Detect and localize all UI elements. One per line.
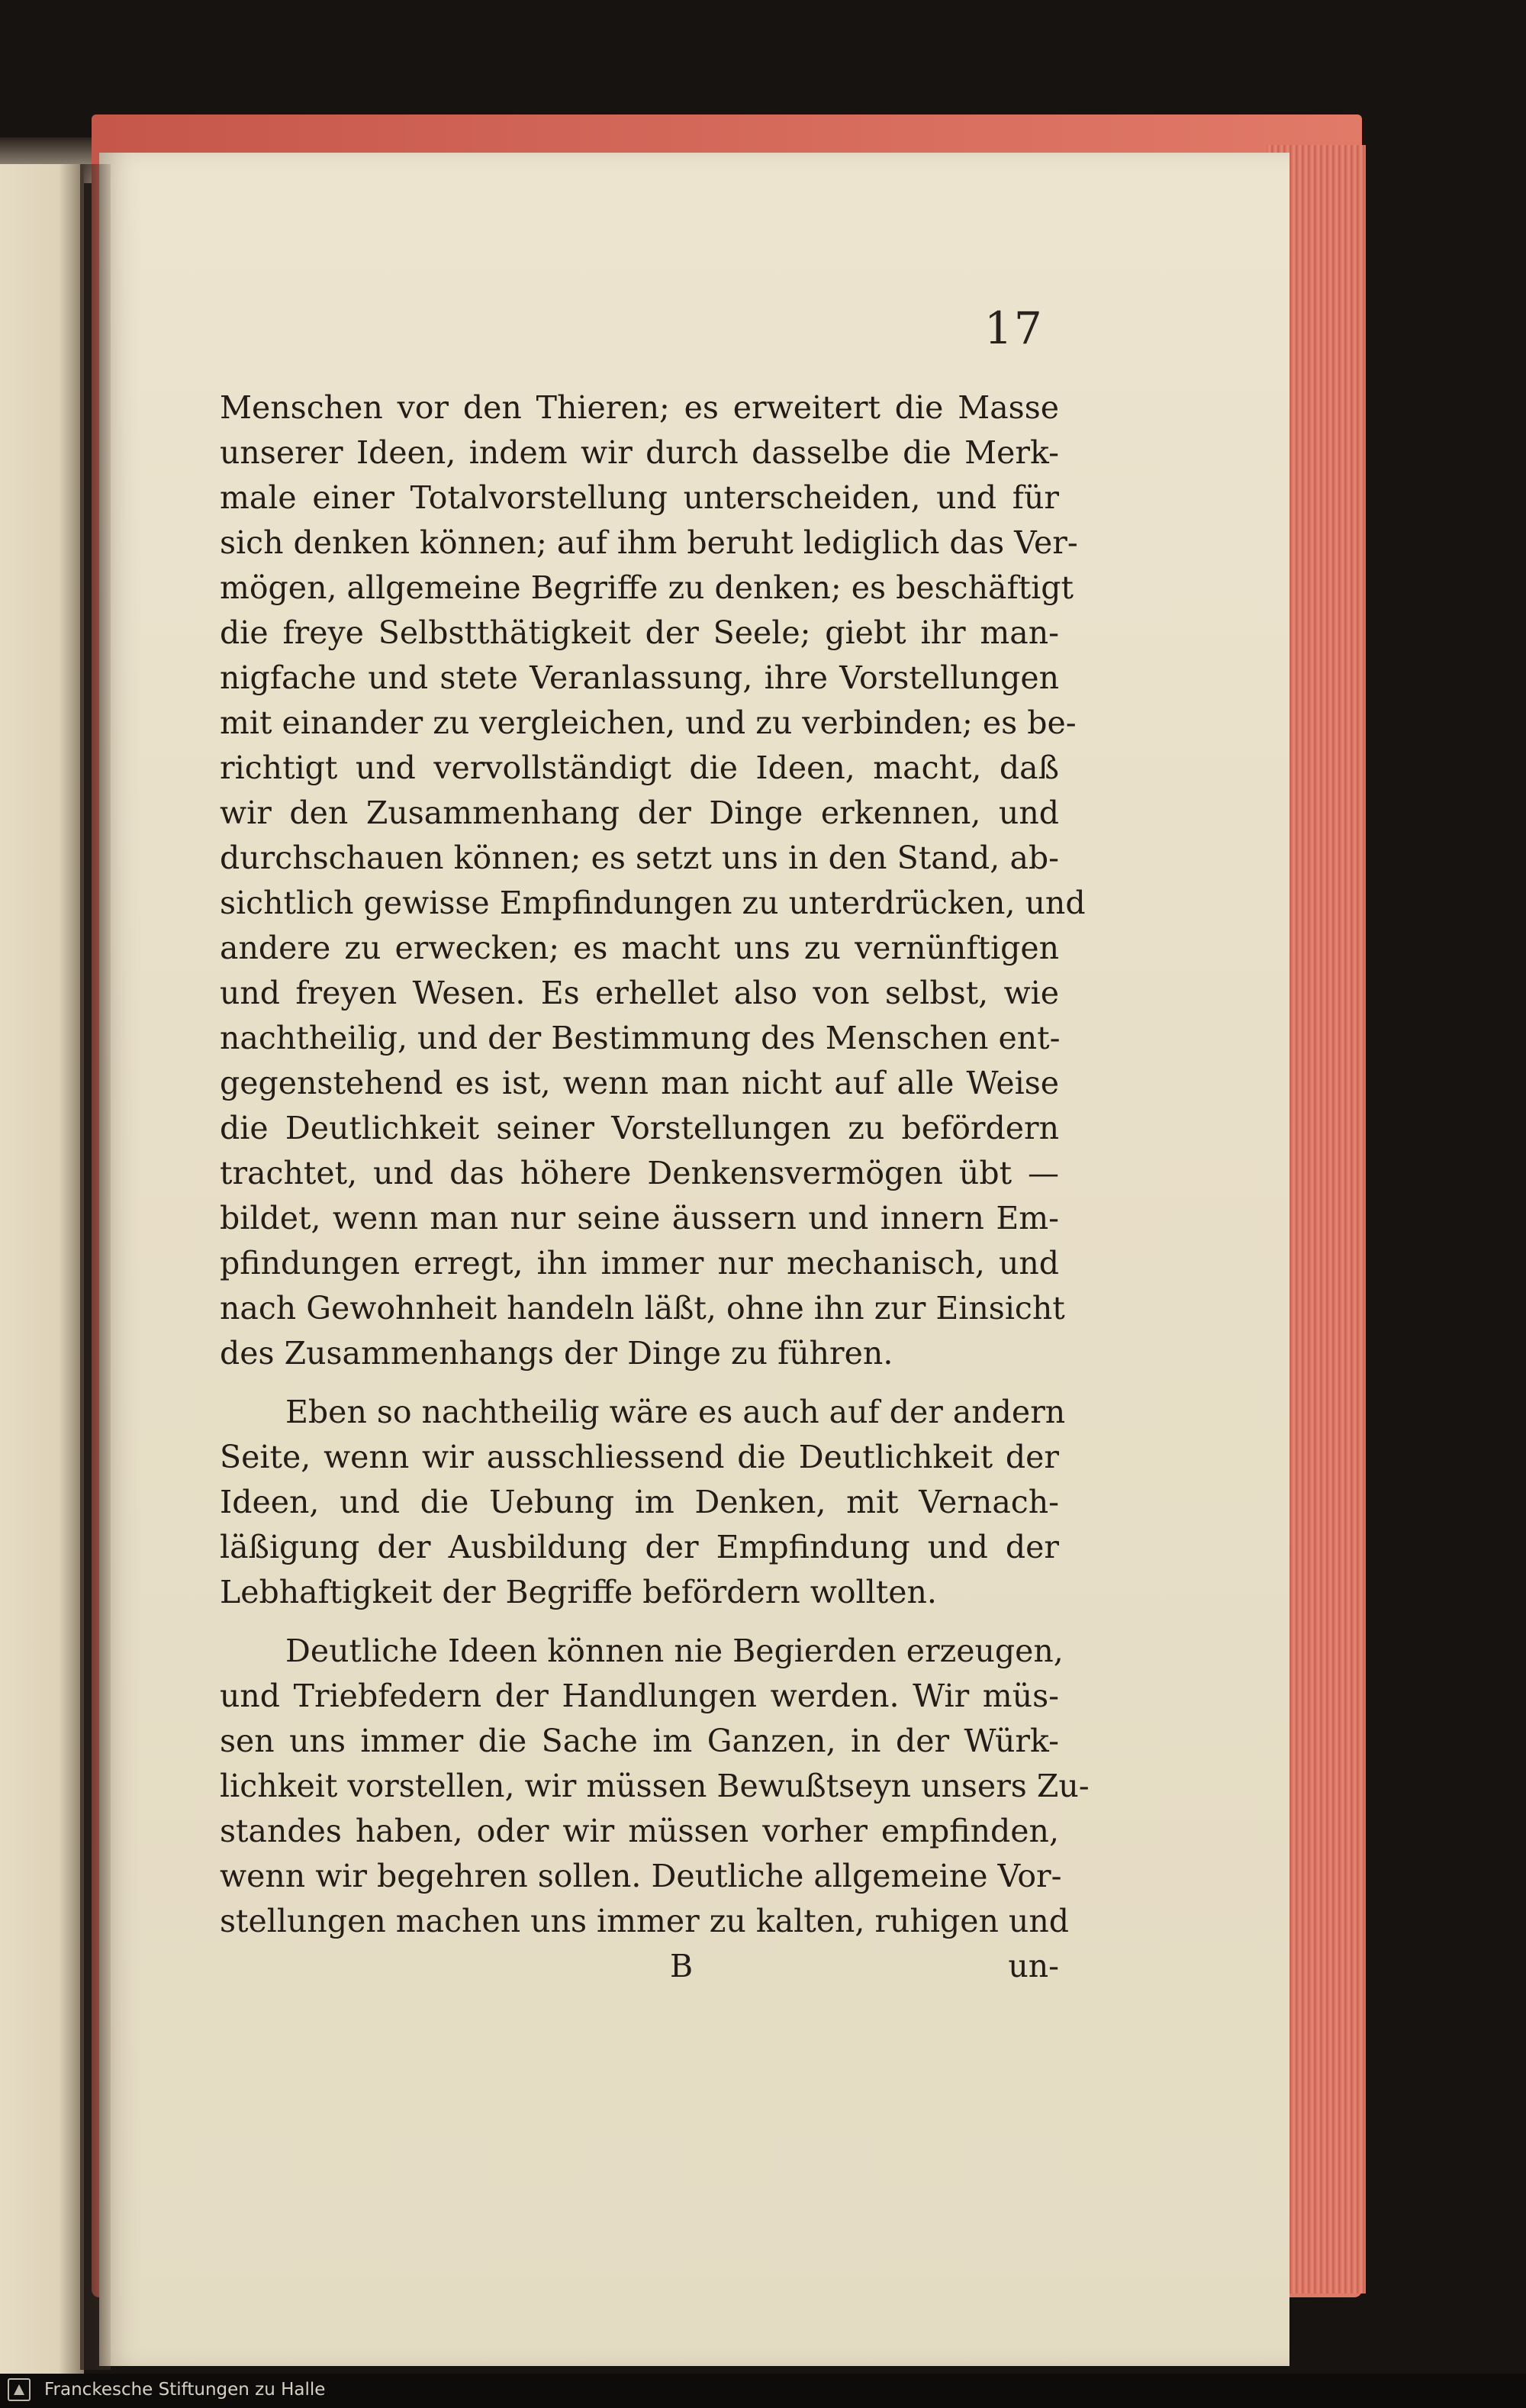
paragraph-gap [220,1376,1059,1390]
text-line: lichkeit vorstellen, wir müssen Bewußtseyn unsers Zu- [220,1768,1090,1804]
left-page [0,164,84,2374]
catchword: un- [1008,1948,1059,1984]
text-line: stellungen machen uns immer zu kalten, ruhigen und [220,1903,1069,1939]
text-line: die freye Selbstthätigkeit der Seele; giebt ihr man- [220,614,1059,651]
text-line: standes haben, oder wir müssen vorher empfinden, [220,1813,1059,1849]
text-line: bildet, wenn man nur seine äussern und innern Em- [220,1200,1059,1236]
text-line: sich denken können; auf ihm beruht lediglich das Ver- [220,524,1078,561]
text-line: Lebhaftigkeit der Begriffe befördern wollten. [220,1574,937,1610]
text-line: die Deutlichkeit seiner Vorstellungen zu befördern [220,1110,1059,1146]
text-line: nigfache und stete Veranlassung, ihre Vorstellungen [220,659,1059,696]
text-line: trachtet, und das höhere Denkensvermögen übt — [220,1155,1059,1191]
text-line: wir den Zusammenhang der Dinge erkennen, und [220,795,1059,831]
text-line: mögen, allgemeine Begriffe zu denken; es beschäftigt [220,569,1074,606]
paragraph-gap [220,1615,1059,1629]
text-line: durchschauen können; es setzt uns in den Stand, ab- [220,840,1059,876]
text-line: Ideen, und die Uebung im Denken, mit Vernach- [220,1484,1059,1520]
text-line: Seite, wenn wir ausschliessend die Deutlichkeit der [220,1439,1059,1475]
text-line: Eben so nachtheilig wäre es auch auf der andern [285,1394,1066,1430]
page-number: 17 [984,302,1044,354]
institution-credit: Franckesche Stiftungen zu Halle [44,2380,326,2400]
text-line: male einer Totalvorstellung unterscheiden, und für [220,479,1059,516]
text-line: nach Gewohnheit handeln läßt, ohne ihn zur Einsicht [220,1290,1065,1326]
signature-mark: B [670,1948,694,1984]
text-line: gegenstehend es ist, wenn man nicht auf alle Weise [220,1065,1059,1101]
text-line: Menschen vor den Thieren; es erweitert die Masse [220,389,1059,426]
text-line: sen uns immer die Sache im Ganzen, in der Würk- [220,1723,1059,1759]
text-line: Deutliche Ideen können nie Begierden erzeugen, [285,1633,1064,1669]
institution-logo-icon [8,2378,31,2401]
page-text [220,385,1090,1989]
page-footer-line [220,1944,1059,1989]
text-line: mit einander zu vergleichen, und zu verbinden; es be- [220,704,1077,741]
gutter-shadow [80,164,111,2370]
text-line: und freyen Wesen. Es erhellet also von selbst, wie [220,975,1059,1011]
text-line: sichtlich gewisse Empfindungen zu unterdrücken, und [220,885,1086,921]
text-line: unserer Ideen, indem wir durch dasselbe die Merk- [220,434,1059,471]
text-line: und Triebfedern der Handlungen werden. Wir müs- [220,1678,1059,1714]
text-line: pfindungen erregt, ihn immer nur mechanisch, und [220,1245,1059,1281]
text-line: nachtheilig, und der Bestimmung des Menschen ent- [220,1020,1061,1056]
text-line: läßigung der Ausbildung der Empfindung und der [220,1529,1059,1565]
text-line: wenn wir begehren sollen. Deutliche allgemeine Vor- [220,1858,1062,1894]
text-line: des Zusammenhangs der Dinge zu führen. [220,1335,893,1372]
text-line: andere zu erwecken; es macht uns zu vernünftigen [220,930,1059,966]
text-line: richtigt und vervollständigt die Ideen, macht, daß [220,749,1059,786]
